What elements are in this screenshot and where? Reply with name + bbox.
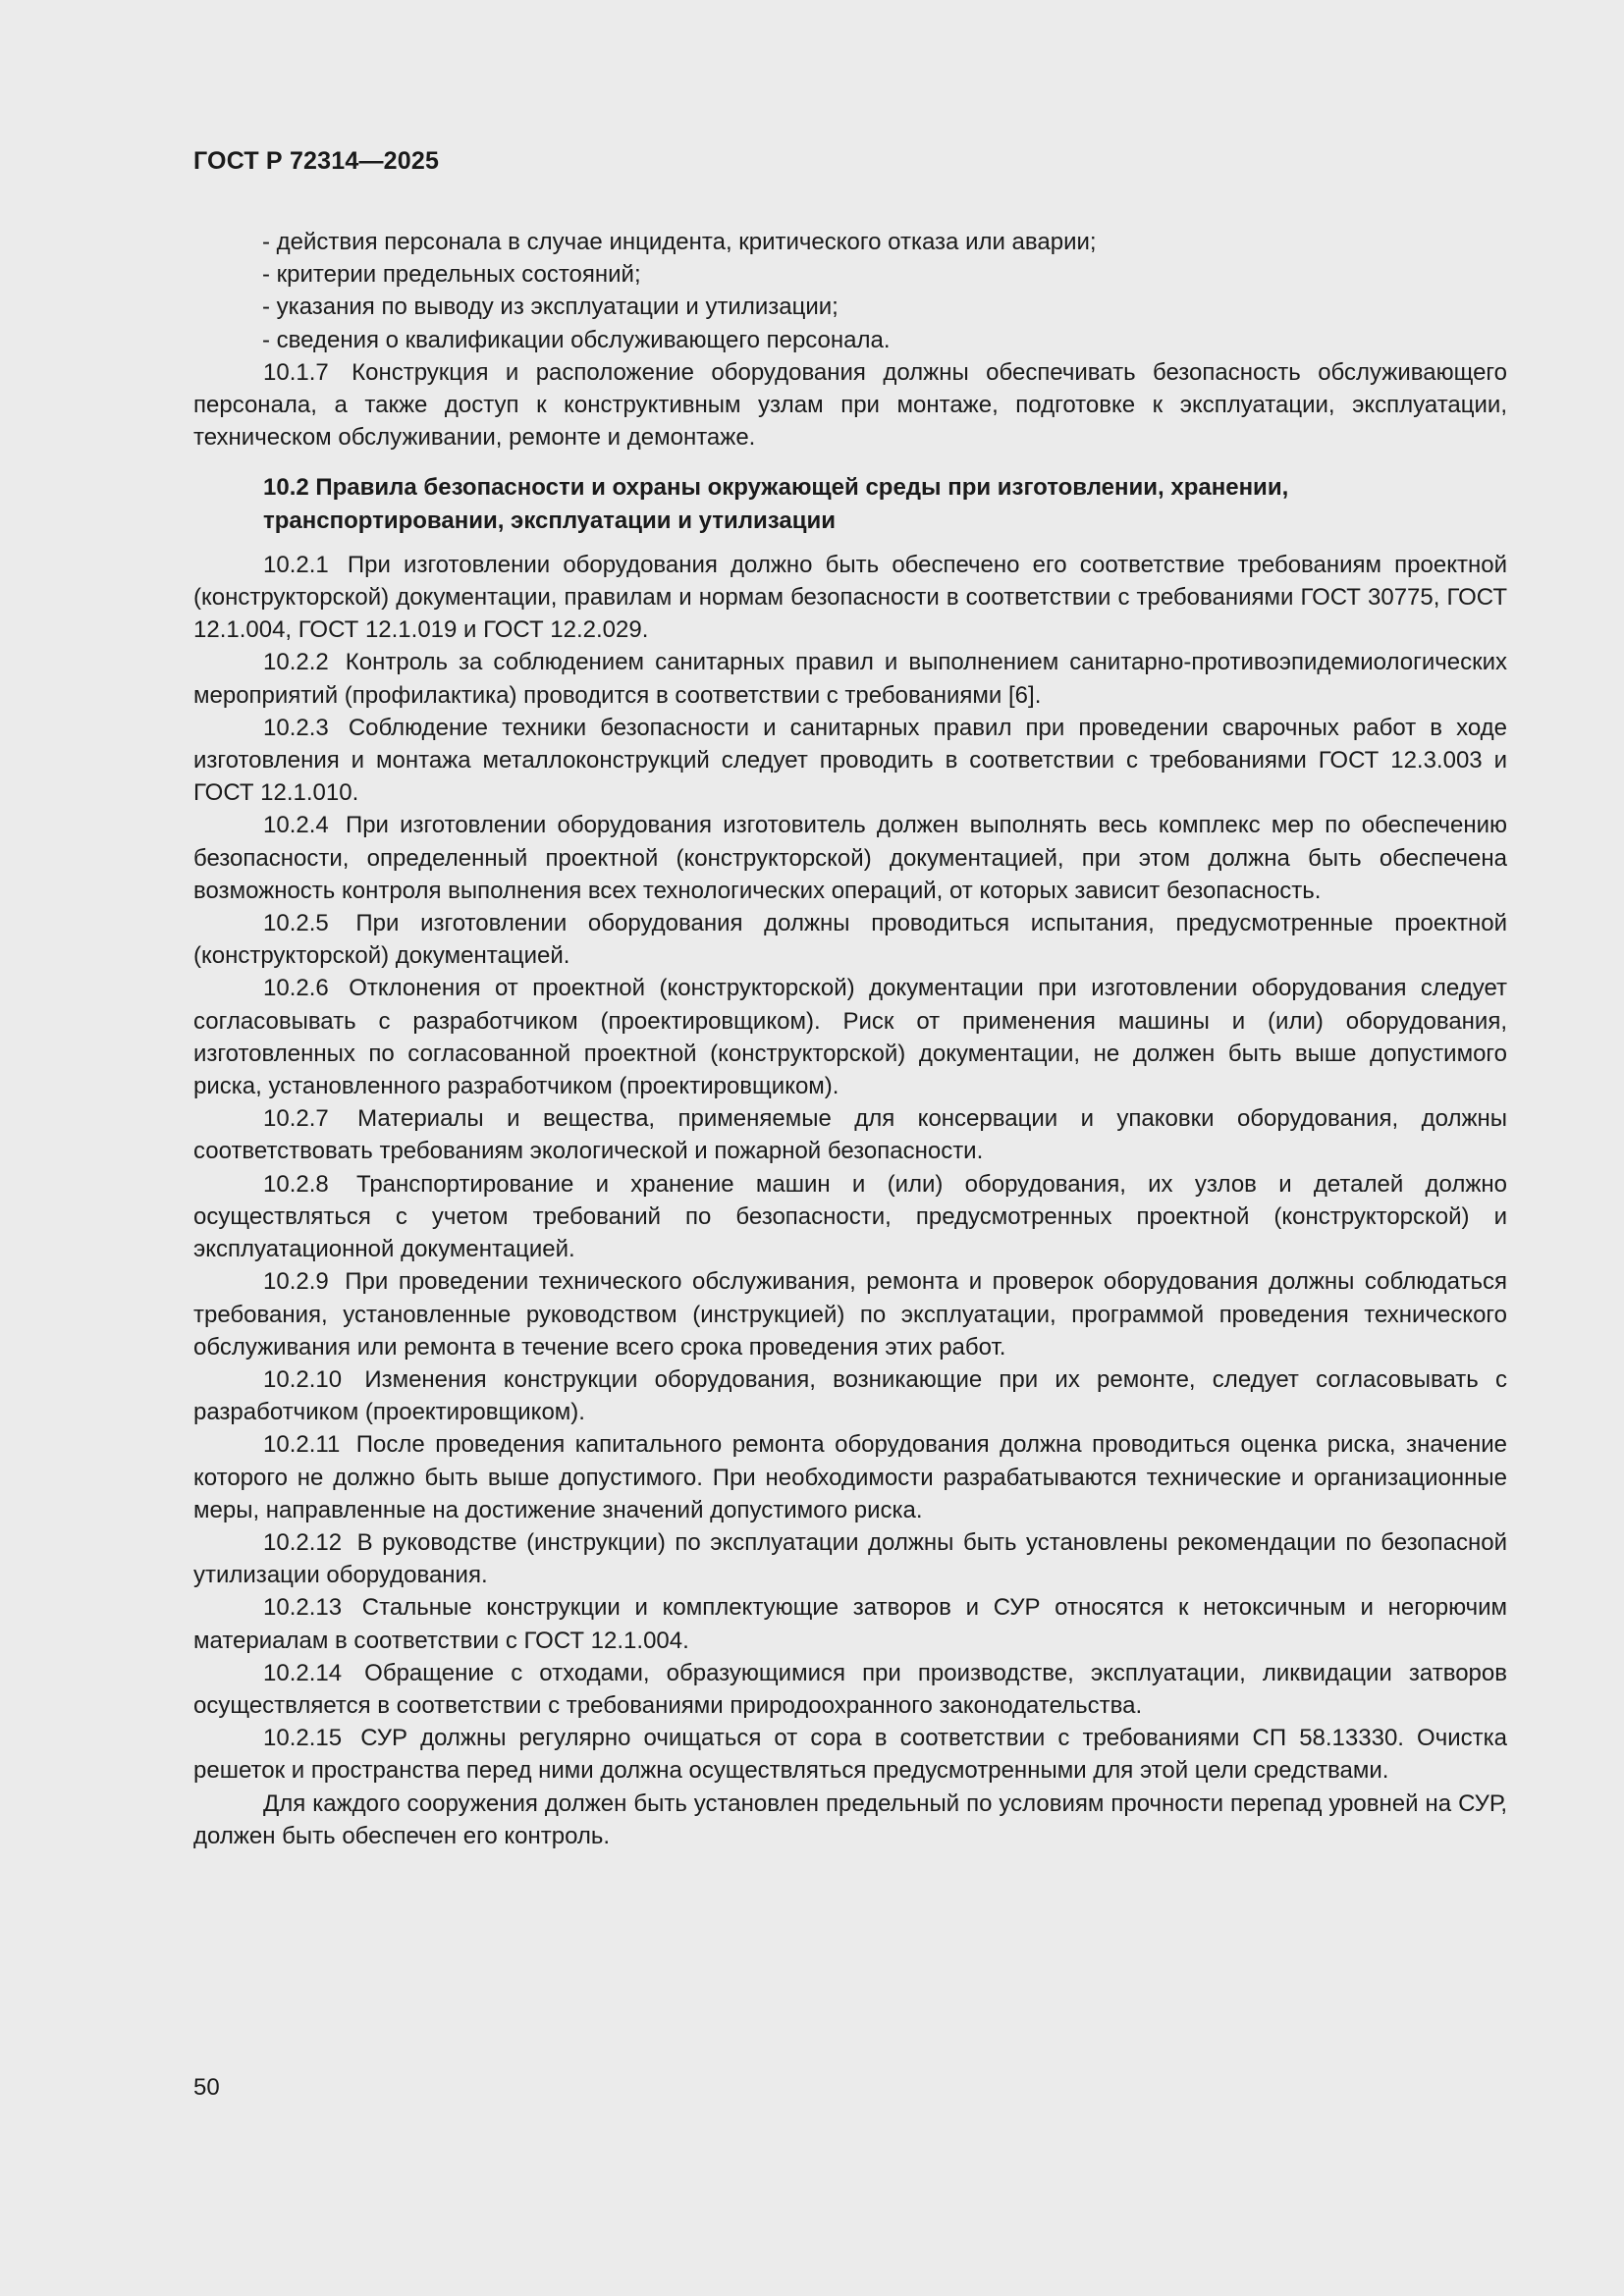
paragraph-text: Соблюдение техники безопасности и санитарных правил при проведении сварочных работ в ходе изготовления и монтажа металлоконструкций следует проводить в соответствии с требованиями ГОСТ 12.3.003 и ГОСТ 12.1.010. <box>193 714 1508 807</box>
list-item: - указания по выводу из эксплуатации и утилизации; <box>262 294 839 321</box>
paragraph-10-2-7 <box>193 1102 1507 1167</box>
paragraph-10-2-4 <box>193 809 1507 907</box>
paragraph-text: Изменения конструкции оборудования, возникающие при их ремонте, следует согласовывать с разработчиком (проектировщиком). <box>193 1365 1507 1426</box>
paragraph-number: 10.2.12 <box>263 1528 343 1556</box>
paragraph-number: 10.2.2 <box>263 649 329 676</box>
paragraph-10-2-1 <box>193 549 1507 647</box>
list-item: - критерии предельных состояний; <box>262 261 641 289</box>
paragraph-number: 10.2.5 <box>263 910 329 937</box>
section-heading-10-2: 10.2 Правила безопасности и охраны окружающей среды при изготовлении, хранении, транспортировании, эксплуатации и утилизации <box>263 474 1289 534</box>
paragraph-10-2-11 <box>193 1428 1507 1526</box>
paragraph-10-2-15 <box>193 1722 1507 1787</box>
paragraph-text: При изготовлении оборудования должно быть обеспечено его соответствие требованиям проектной (конструкторской) документации, правилам и нормам безопасности в соответствии с требованиями ГОСТ 30775, ГОСТ 12.1.004, ГОСТ 12.1.019 и ГОСТ 12.2.029. <box>193 551 1507 644</box>
page-number: 50 <box>193 2074 220 2101</box>
paragraph-text: После проведения капитального ремонта оборудования должна проводиться оценка риска, значение которого не должно быть выше допустимого. При необходимости разрабатываются технические и организационные меры, направленные на достижение значений допустимого риска. <box>193 1431 1507 1523</box>
paragraph-10-1-7 <box>193 356 1507 454</box>
list-item: - сведения о квалификации обслуживающего персонала. <box>262 326 891 353</box>
paragraph-10-2-14 <box>193 1657 1507 1722</box>
paragraph-number: 10.2.11 <box>263 1431 341 1459</box>
paragraph-10-2-6 <box>193 972 1507 1102</box>
paragraph-number: 10.2.14 <box>263 1659 343 1686</box>
list-item: - действия персонала в случае инцидента, критического отказа или аварии; <box>262 229 1097 255</box>
paragraph-text: В руководстве (инструкции) по эксплуатации должны быть установлены рекомендации по безопасной утилизации оборудования. <box>193 1528 1508 1589</box>
paragraph-number: 10.2.1 <box>263 551 329 578</box>
paragraph-10-2-8 <box>193 1168 1507 1266</box>
paragraph-10-2-13 <box>193 1591 1507 1656</box>
paragraph-10-2-10 <box>193 1363 1507 1428</box>
paragraph-10-2-9 <box>193 1265 1507 1363</box>
paragraph-number: 10.2.4 <box>263 812 329 839</box>
paragraph-number: 10.2.8 <box>263 1170 329 1198</box>
paragraph-number: 10.2.13 <box>263 1594 343 1622</box>
paragraph-number: 10.2.9 <box>263 1268 329 1296</box>
paragraph-text: Материалы и вещества, применяемые для консервации и упаковки оборудования, должны соответствовать требованиям экологической и пожарной безопасности. <box>193 1105 1508 1165</box>
paragraph-text: Для каждого сооружения должен быть установлен предельный по условиям прочности перепад уровней на СУР, должен быть обеспечен его контроль. <box>193 1789 1507 1849</box>
paragraph-text: Конструкция и расположение оборудования должны обеспечивать безопасность обслуживающего персонала, а также доступ к конструктивным узлам при монтаже, подготовке к эксплуатации, эксплуатации, техническом обслуживании, ремонте и демонтаже. <box>193 358 1507 452</box>
paragraph-text: СУР должны регулярно очищаться от сора в соответствии с требованиями СП 58.13330. Очистка решеток и пространства перед ними должна осуществляться предусмотренными для этой цели средствами. <box>193 1725 1508 1785</box>
paragraph-number: 10.1.7 <box>263 358 329 386</box>
paragraph-number: 10.2.3 <box>263 714 329 741</box>
document-body <box>193 226 1507 1852</box>
paragraph-number: 10.2.10 <box>263 1365 343 1393</box>
paragraph-text: При проведении технического обслуживания, ремонта и проверок оборудования должны соблюдаться требования, установленные руководством (инструкцией) по эксплуатации, программой проведения технического обслуживания или ремонта в течение всего срока проведения этих работ. <box>193 1268 1507 1361</box>
paragraph-text: При изготовлении оборудования изготовитель должен выполнять весь комплекс мер по обеспечению безопасности, определенный проектной (конструкторской) документацией, при этом должна быть обеспечена возможность контроля выполнения всех технологических операций, от которых зависит безопасность. <box>193 812 1507 904</box>
paragraph-text: Обращение с отходами, образующимися при производстве, эксплуатации, ликвидации затворов осуществляется в соответствии с требованиями природоохранного законодательства. <box>193 1659 1507 1719</box>
paragraph-10-2-5 <box>193 907 1507 972</box>
document-id-header: ГОСТ Р 72314—2025 <box>193 147 440 175</box>
paragraph-final <box>193 1788 1507 1852</box>
paragraph-text: Отклонения от проектной (конструкторской) документации при изготовлении оборудования следует согласовывать с разработчиком (проектировщиком). Риск от применения машины и (или) оборудования, изготовленных по согласованной проектной (конструкторской) документации, не должен быть выше допустимого риска, установленного разработчиком (проектировщиком). <box>193 975 1507 1100</box>
paragraph-10-2-12 <box>193 1526 1507 1591</box>
paragraph-text: При изготовлении оборудования должны проводиться испытания, предусмотренные проектной (конструкторской) документацией. <box>193 910 1508 970</box>
paragraph-text: Контроль за соблюдением санитарных правил и выполнением санитарно-противоэпидемиологических мероприятий (профилактика) проводится в соответствии с требованиями [6]. <box>193 649 1507 709</box>
paragraph-number: 10.2.15 <box>263 1725 343 1752</box>
paragraph-text: Стальные конструкции и комплектующие затворов и СУР относятся к нетоксичным и негорючим материалам в соответствии с ГОСТ 12.1.004. <box>193 1594 1508 1654</box>
paragraph-number: 10.2.6 <box>263 975 329 1002</box>
paragraph-10-2-3 <box>193 712 1507 810</box>
paragraph-number: 10.2.7 <box>263 1105 329 1133</box>
paragraph-10-2-2 <box>193 646 1507 711</box>
paragraph-text: Транспортирование и хранение машин и (или) оборудования, их узлов и деталей должно осуществляться с учетом требований по безопасности, предусмотренных проектной (конструкторской) и эксплуатационной документацией. <box>193 1170 1507 1263</box>
